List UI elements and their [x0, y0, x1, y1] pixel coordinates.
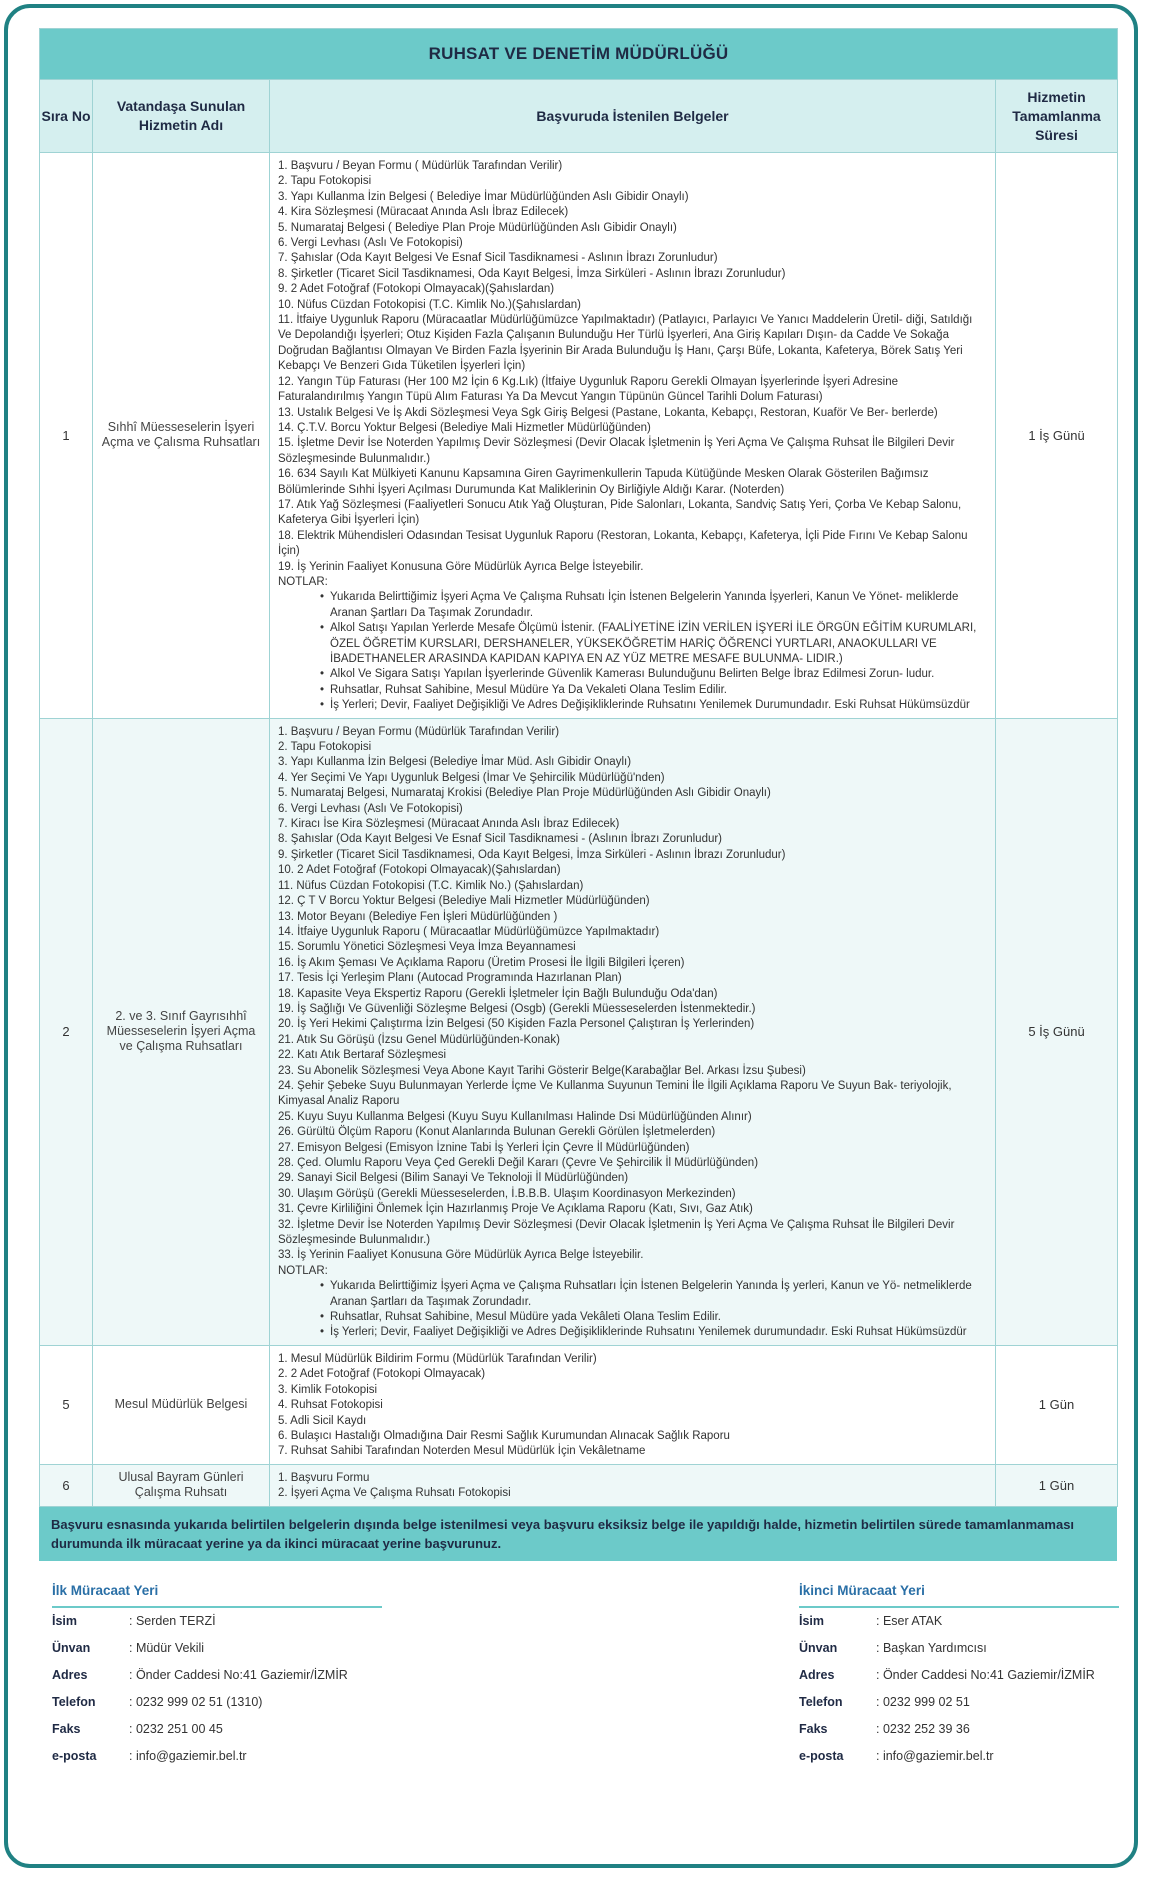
contact-value: : info@gaziemir.bel.tr — [129, 1748, 247, 1763]
document-item: 4. Kira Sözleşmesi (Müracaat Anında Aslı İbraz Edilecek) — [278, 206, 569, 219]
document-item: 3. Yapı Kullanma İzin Belgesi (Belediye İmar Müd. Aslı Gibidir Onaylı) — [278, 756, 632, 769]
document-list — [278, 159, 987, 575]
document-list — [278, 1471, 987, 1502]
contact-label: Adres — [799, 1667, 835, 1682]
contact-row — [52, 1608, 382, 1635]
contact-value: : 0232 252 39 36 — [876, 1721, 970, 1736]
note-item: • Yukarıda Belirttiğimiz İşyeri Açma Ve Çalışma Ruhsatı İçin İstenen Belgelerin Yanında İşyerleri, Kanun Ve Yönet- meliklerde Aranan Şartları Da Taşımak Zorundadır. — [330, 590, 987, 621]
header-sira: Sıra No — [40, 80, 93, 153]
row-number: 6 — [40, 1464, 93, 1506]
document-item: 27. Emisyon Belgesi (Emisyon İznine Tabi İş Yerleri İçin Çevre İl Müdürlüğünden) — [278, 1141, 690, 1154]
document-item: 17. Atık Yağ Sözleşmesi (Faaliyetleri Sonucu Atık Yağ Oluşturan, Pide Salonları, Lokanta, Sandviç Satış Yeri, Çorba Ve Kebap Salonu, Kafeterya Gibi İşyerleri İçin) — [278, 498, 962, 527]
services-table — [39, 28, 1118, 1507]
table-row — [40, 1464, 1118, 1506]
contact-label: Adres — [52, 1667, 88, 1682]
document-item: 2. İşyeri Açma Ve Çalışma Ruhsatı Fotokopisi — [278, 1487, 511, 1500]
contact-value: : 0232 251 00 45 — [129, 1721, 223, 1736]
note-item: • İş Yerleri; Devir, Faaliyet Değişikliği ve Adres Değişikliklerinde Ruhsatını Yenilemek durumundadır. Eski Ruhsat Hükümsüzdür — [330, 1325, 987, 1340]
contact-value: : Önder Caddesi No:41 Gaziemir/İZMİR — [876, 1667, 1095, 1682]
document-item: 22. Katı Atık Bertaraf Sözleşmesi — [278, 1049, 447, 1062]
document-item: 21. Atık Su Görüşü (İzsu Genel Müdürlüğünden-Konak) — [278, 1033, 560, 1046]
contact-label: Faks — [52, 1721, 81, 1736]
contact-row — [799, 1662, 1119, 1689]
service-name: 2. ve 3. Sınıf Gayrısıhhî Müesseselerin İşyeri Açma ve Çalışma Ruhsatları — [93, 718, 270, 1345]
completion-time: 1 Gün — [996, 1464, 1118, 1506]
required-documents — [270, 1345, 996, 1464]
contact-row — [799, 1743, 1119, 1770]
document-item: 32. İşletme Devir İse Noterden Yapılmış Devir Sözleşmesi (Devir Olacak İşletmenin İş Yeri Açma Ve Çalışma Ruhsat İle Bilgileri Devir Sözleşmesinde Bulunmalıdır.) — [278, 1218, 955, 1247]
document-item: 1. Başvuru / Beyan Formu (Müdürlük Tarafından Verilir) — [278, 725, 560, 738]
document-item: 23. Su Abonelik Sözleşmesi Veya Abone Kayıt Tarihi Gösterir Belge(Karabağlar Bel. Arkası İzsu Şubesi) — [278, 1064, 806, 1077]
completion-time: 5 İş Günü — [996, 718, 1118, 1345]
header-belgeler: Başvuruda İstenilen Belgeler — [270, 80, 996, 153]
document-item: 9. 2 Adet Fotoğraf (Fotokopi Olmayacak)(Şahıslardan) — [278, 283, 555, 296]
contact-row — [52, 1743, 382, 1770]
document-item: 8. Şahıslar (Oda Kayıt Belgesi Ve Esnaf Sicil Tasdiknamesi - (Aslının İbrazı Zorunludur) — [278, 833, 723, 846]
contact-value: : Önder Caddesi No:41 Gaziemir/İZMİR — [129, 1667, 348, 1682]
document-item: 9. Şirketler (Ticaret Sicil Tasdiknamesi, Oda Kayıt Belgesi, İmza Sirküleri - Aslının İbrazı Zorunludur) — [278, 848, 786, 861]
document-item: 8. Şirketler (Ticaret Sicil Tasdiknamesi, Oda Kayıt Belgesi, İmza Sirküleri - Aslının İbrazı Zorunludur) — [278, 267, 786, 280]
document-item: 15. İşletme Devir İse Noterden Yapılmış Devir Sözleşmesi (Devir Olacak İşletmenin İş Yeri Açma Ve Çalışma Ruhsat İle Bilgileri Devir Sözleşmesinde Bulunmalıdır.) — [278, 437, 955, 465]
contact-value: : 0232 999 02 51 — [876, 1694, 970, 1709]
first-contact — [52, 1583, 382, 1770]
document-item: 1. Başvuru / Beyan Formu ( Müdürlük Tarafından Verilir) — [278, 160, 563, 172]
contact-label: Ünvan — [52, 1640, 91, 1655]
document-item: 13. Motor Beyanı (Belediye Fen İşleri Müdürlüğünden ) — [278, 910, 558, 923]
required-documents — [270, 1464, 996, 1506]
row-number: 2 — [40, 718, 93, 1345]
note-item: • Yukarıda Belirttiğimiz İşyeri Açma ve Çalışma Ruhsatları İçin İstenen Belgelerin Yanında İş yerleri, Kanun ve Yö- netmeliklerde Aranan Şartları da Taşımak Zorundadır. — [330, 1279, 987, 1310]
row-number: 1 — [40, 153, 93, 719]
document-list — [278, 725, 987, 1264]
document-item: 18. Kapasite Veya Ekspertiz Raporu (Gerekli İşletmeler İçin Bağlı Bulunduğu Oda'dan) — [278, 987, 718, 1000]
row-number: 5 — [40, 1345, 93, 1464]
document-item: 2. 2 Adet Fotoğraf (Fotokopi Olmayacak) — [278, 1368, 486, 1381]
document-item: 6. Vergi Levhası (Aslı Ve Fotokopisi) — [278, 802, 463, 815]
completion-time: 1 İş Günü — [996, 153, 1118, 719]
note-item: • İş Yerleri; Devir, Faaliyet Değişikliği Ve Adres Değişikliklerinde Ruhsatını Yenilemek Durumundadır. Eski Ruhsat Hükümsüzdür — [330, 698, 987, 713]
contact-row — [52, 1662, 382, 1689]
required-documents — [270, 153, 996, 719]
service-name: Ulusal Bayram Günleri Çalışma Ruhsatı — [93, 1464, 270, 1506]
document-item: 3. Yapı Kullanma İzin Belgesi ( Belediye İmar Müdürlüğünden Aslı Gibidir Onaylı) — [278, 190, 689, 203]
contact-value: : 0232 999 02 51 (1310) — [129, 1694, 263, 1709]
document-item: 12. Ç T V Borcu Yoktur Belgesi (Belediye Mali Hizmetler Müdürlüğünden) — [278, 895, 650, 908]
contact-value: : Serden TERZİ — [129, 1613, 216, 1628]
document-item: 3. Kimlik Fotokopisi — [278, 1383, 378, 1396]
header-sure: Hizmetin Tamamlanma Süresi — [996, 80, 1118, 153]
document-item: 14. İtfaiye Uygunluk Raporu ( Müracaatlar Müdürlüğümüzce Yapılmaktadır) — [278, 925, 660, 938]
document-item: 16. İş Akım Şeması Ve Açıklama Raporu (Üretim Prosesi İle İlgili Bilgileri İçeren) — [278, 956, 685, 969]
document-item: 15. Sorumlu Yönetici Sözleşmesi Veya İmza Beyannamesi — [278, 941, 576, 954]
document-item: 19. İş Yerinin Faaliyet Konusuna Göre Müdürlük Ayrıca Belge İsteyebilir. — [278, 560, 644, 573]
required-documents — [270, 718, 996, 1345]
note-item: • Alkol Satışı Yapılan Yerlerde Mesafe Ölçümü İstenir. (FAALİYETİNE İZİN VERİLEN İŞYERİ İLE ÖRGÜN EĞİTİM KURUMLARI, ÖZEL ÖĞRETİM KURSLARI, DERSHANELER, YÜKSEKÖĞRETİM HARİÇ ÖĞRENCİ YURTLARI, ANAOKULLARI VE İBADETHANELER ARASINDA KAPIDAN KAPIYA EN AZ YÜZ METRE MESAFE BULUNMA- LIDIR.) — [330, 621, 987, 667]
contact-label: Telefon — [799, 1694, 843, 1709]
document-item: 5. Adli Sicil Kaydı — [278, 1414, 367, 1427]
first-contact-heading: İlk Müracaat Yeri — [52, 1583, 382, 1608]
contact-label: İsim — [799, 1613, 825, 1628]
note-item: • Ruhsatlar, Ruhsat Sahibine, Mesul Müdüre Ya Da Vekaleti Olana Teslim Edilir. — [330, 683, 987, 698]
table-body — [40, 153, 1118, 1507]
document-item: 1. Başvuru Formu — [278, 1471, 370, 1484]
contact-label: e-posta — [799, 1748, 844, 1763]
contact-row — [799, 1635, 1119, 1662]
second-contact — [799, 1583, 1119, 1770]
document-item: 5. Numarataj Belgesi ( Belediye Plan Proje Müdürlüğünden Aslı Gibidir Onaylı) — [278, 221, 677, 234]
contacts — [39, 1583, 1117, 1783]
contact-value: : info@gaziemir.bel.tr — [876, 1748, 994, 1763]
document-item: 24. Şehir Şebeke Suyu Bulunmayan Yerlerde İçme Ve Kullanma Suyunun Temini İle İlgili Açıklama Raporu Ve Suyun Bak- teriyolojik, Kimyasal Analiz Raporu — [278, 1079, 952, 1108]
contact-row — [52, 1689, 382, 1716]
contact-value: : Eser ATAK — [876, 1613, 943, 1628]
footer-note: Başvuru esnasında yukarıda belirtilen belgelerin dışında belge istenilmesi veya başvuru eksiksiz belge ile yapıldığı halde, hizmetin belirtilen sürede tamamlanmaması durumunda ilk müracaat yerine ya da ikinci müracaat yerine başvurunuz. — [39, 1507, 1117, 1561]
document-item: 1. Mesul Müdürlük Bildirim Formu (Müdürlük Tarafından Verilir) — [278, 1352, 597, 1365]
note-item: • Ruhsatlar, Ruhsat Sahibine, Mesul Müdüre yada Vekâleti Olana Teslim Edilir. — [330, 1310, 987, 1325]
second-contact-heading: İkinci Müracaat Yeri — [799, 1583, 1119, 1608]
document-item: 2. Tapu Fotokopisi — [278, 741, 372, 754]
document-item: 7. Ruhsat Sahibi Tarafından Noterden Mesul Müdürlük İçin Vekâletname — [278, 1445, 646, 1458]
contact-row — [799, 1689, 1119, 1716]
document-item: 33. İş Yerinin Faaliyet Konusuna Göre Müdürlük Ayrıca Belge İsteyebilir. — [278, 1249, 644, 1262]
contact-row — [52, 1635, 382, 1662]
contact-label: Ünvan — [799, 1640, 838, 1655]
document-item: 10. 2 Adet Fotoğraf (Fotokopi Olmayacak)(Şahıslardan) — [278, 864, 561, 877]
service-name: Mesul Müdürlük Belgesi — [93, 1345, 270, 1464]
completion-time: 1 Gün — [996, 1345, 1118, 1464]
document-item: 18. Elektrik Mühendisleri Odasından Tesisat Uygunluk Raporu (Restoran, Lokanta, Kebapçı, Kafeterya, İçli Pide Fırını Ve Kebap Salonu İçin) — [278, 529, 968, 558]
document-item: 11. Nüfus Cüzdan Fotokopisi (T.C. Kimlik No.) (Şahıslardan) — [278, 879, 584, 892]
table-row — [40, 1345, 1118, 1464]
content — [39, 28, 1117, 1783]
page-frame — [4, 4, 1138, 1868]
table-row — [40, 718, 1118, 1345]
contact-row — [52, 1716, 382, 1743]
contact-label: Faks — [799, 1721, 828, 1736]
second-contact-rows — [799, 1608, 1119, 1770]
table-header — [40, 80, 1118, 153]
header-hizmet: Vatandaşa Sunulan Hizmetin Adı — [93, 80, 270, 153]
contact-label: e-posta — [52, 1748, 97, 1763]
contact-label: Telefon — [52, 1694, 96, 1709]
notes-list — [278, 1279, 987, 1341]
document-item: 6. Bulaşıcı Hastalığı Olmadığına Dair Resmi Sağlık Kurumundan Alınacak Sağlık Raporu — [278, 1429, 730, 1442]
note-item: • Alkol Ve Sigara Satışı Yapılan İşyerlerinde Güvenlik Kamerası Bulunduğunu Belirten Belge İbraz Edilmesi Zorun- ludur. — [330, 667, 987, 682]
document-item: 4. Ruhsat Fotokopisi — [278, 1399, 383, 1412]
document-item: 4. Yer Seçimi Ve Yapı Uygunluk Belgesi (İmar Ve Şehircilik Müdürlüğü'nden) — [278, 771, 665, 784]
document-item: 10. Nüfus Cüzdan Fotokopisi (T.C. Kimlik No.)(Şahıslardan) — [278, 298, 581, 311]
document-item: 31. Çevre Kirliliğini Önlemek İçin Hazırlanmış Proje Ve Açıklama Raporu (Katı, Sıvı, Gaz Atık) — [278, 1203, 753, 1216]
contact-label: İsim — [52, 1613, 78, 1628]
notes-title: NOTLAR: — [278, 1264, 328, 1277]
document-item: 11. İtfaiye Uygunluk Raporu (Müracaatlar Müdürlüğümüzce Yapılmaktadır) (Patlayıcı, Parlayıcı Ve Yanıcı Maddelerin Üretil- diği, Satıldığı Ve Depolandığı İşyerleri; Otuz Kişiden Fazla Çalışanın Bulunduğu Her Türlü İşyerleri, Ana Giriş Kapıları Dışın- da Cadde Ve Sokağa Doğrudan Bağlantısı Olmayan Ve Birden Fazla İşyerinin Bir Arada Bulunduğu İş Hanı, Çarşı Büfe, Lokanta, Kafeterya, Börek Satış Yeri Kebapçı Ve Benzeri Gıda Tüketilen İşyerleri İçin) — [278, 314, 973, 373]
document-item: 19. İş Sağlığı Ve Güvenliği Sözleşme Belgesi (Osgb) (Gerekli Müesseselerden İstenmektedir.) — [278, 1002, 756, 1015]
document-item: 30. Ulaşım Görüşü (Gerekli Müesseselerden, İ.B.B.B. Ulaşım Koordinasyon Merkezinden) — [278, 1187, 736, 1200]
document-item: 28. Çed. Olumlu Raporu Veya Çed Gerekli Değil Kararı (Çevre Ve Şehircilik İl Müdürlüğünden) — [278, 1157, 759, 1169]
document-item: 5. Numarataj Belgesi, Numarataj Krokisi (Belediye Plan Proje Müdürlüğünden Aslı Gibidir Onaylı) — [278, 787, 771, 800]
document-item: 2. Tapu Fotokopisi — [278, 175, 372, 188]
document-item: 14. Ç.T.V. Borcu Yoktur Belgesi (Belediye Mali Hizmetler Müdürlüğünden) — [278, 421, 651, 434]
notes-list — [278, 590, 987, 713]
table-row — [40, 153, 1118, 719]
document-item: 13. Ustalık Belgesi Ve İş Akdi Sözleşmesi Veya Sgk Giriş Belgesi (Pastane, Lokanta, Kebapçı, Restoran, Kuaför Ve Ber- berlerde) — [278, 406, 938, 419]
document-item: 26. Gürültü Ölçüm Raporu (Konut Alanlarında Bulunan Gerekli Görülen İşletmelerden) — [278, 1126, 716, 1139]
contact-row — [799, 1716, 1119, 1743]
notes-title: NOTLAR: — [278, 575, 328, 588]
document-item: 17. Tesis İçi Yerleşim Planı (Autocad Programında Hazırlanan Plan) — [278, 972, 622, 985]
document-item: 7. Kiracı İse Kira Sözleşmesi (Müracaat Anında Aslı İbraz Edilecek) — [278, 818, 620, 831]
document-item: 29. Sanayi Sicil Belgesi (Bilim Sanayi Ve Teknoloji İl Müdürlüğünden) — [278, 1172, 629, 1185]
document-item: 16. 634 Sayılı Kat Mülkiyeti Kanunu Kapsamına Giren Gayrimenkullerin Tapuda Kütüğünde Mesken Olarak Gösterilen Bağımsız Bölümlerinde Sıhhi İşyeri Açılması Durumunda Kat Maliklerinin Oy Birliğiyle Aldığı Karar. (Noterden) — [278, 468, 929, 496]
service-name: Sıhhî Müesseselerin İşyeri Açma ve Çalısma Ruhsatları — [93, 153, 270, 719]
document-list — [278, 1352, 987, 1460]
first-contact-rows — [52, 1608, 382, 1770]
contact-value: : Başkan Yardımcısı — [876, 1640, 987, 1655]
page-title: RUHSAT VE DENETİM MÜDÜRLÜĞÜ — [40, 29, 1118, 80]
contact-row — [799, 1608, 1119, 1635]
document-item: 7. Şahıslar (Oda Kayıt Belgesi Ve Esnaf Sicil Tasdiknamesi - Aslının İbrazı Zorunludur) — [278, 252, 718, 265]
contact-value: : Müdür Vekili — [129, 1640, 205, 1655]
document-item: 12. Yangın Tüp Faturası (Her 100 M2 İçin 6 Kg.Lık) (İtfaiye Uygunluk Raporu Gerekli Olmayan İşyerlerinde İşyeri Adresine Faturalandırılmış Yangın Tüpü Alım Faturası Ya Da Mevcut Yangın Tüpünün Güncel Tarihli Dolum Faturası) — [278, 375, 899, 404]
document-item: 25. Kuyu Suyu Kullanma Belgesi (Kuyu Suyu Kullanılması Halinde Dsi Müdürlüğünden Alınır) — [278, 1110, 752, 1123]
document-item: 20. İş Yeri Hekimi Çalıştırma İzin Belgesi (50 Kişiden Fazla Personel Çalıştıran İş Yerlerinden) — [278, 1018, 755, 1031]
document-item: 6. Vergi Levhası (Aslı Ve Fotokopisi) — [278, 237, 463, 250]
